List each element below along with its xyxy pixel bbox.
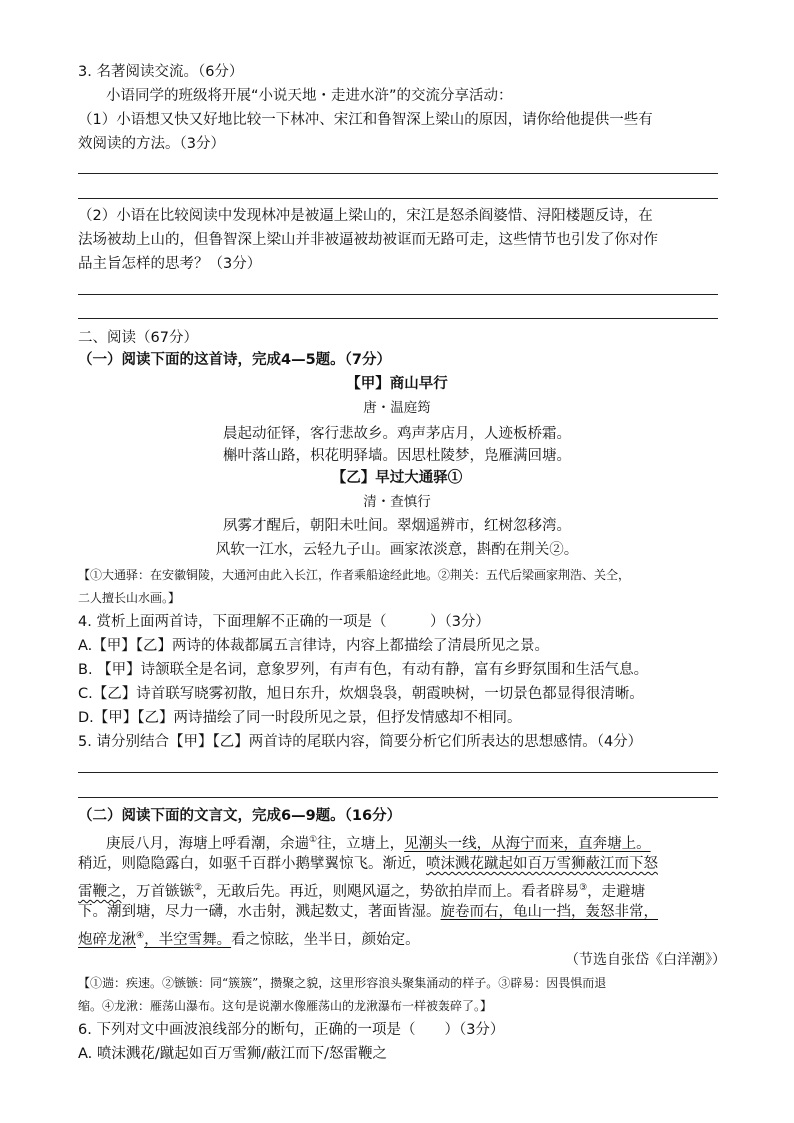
section-title: 二、阅读（67分）	[78, 330, 198, 346]
q4-option-b[interactable]: B. 【甲】诗颔联全是名词，意象罗列，有声有色，有动有静，富有乡野氛围和生活气息。	[78, 662, 649, 678]
passage-text: 庚辰八月，海塘上呼看潮，余遄	[106, 835, 309, 852]
passage-text: ，万首镞镞	[121, 883, 194, 900]
poem-note-line1: 【①大通驿：在安徽铜陵，大通河由此入长江，作者乘船途经此地。②荆关：五代后梁画家荆浩、关仝，	[78, 568, 631, 582]
q4-option-c[interactable]: C.【乙】诗首联写晓雾初散，旭日东升，炊烟袅袅，朝霞映树，一切景色都显得很清晰。	[78, 686, 644, 702]
q3-sub1-line1: （1）小语想又快又好地比较一下林冲、宋江和鲁智深上梁山的原因，请你给他提供一些有	[78, 112, 653, 128]
footnote-marker: ①	[309, 835, 318, 845]
q3-sub2-line1: （2）小语在比较阅读中发现林冲是被逼上梁山的，宋江是怒杀阎婆惜、浔阳楼题反诗，在	[78, 208, 653, 224]
poem-b-line2: 风软一江水，云轻九子山。画家浓淡意，斟酌在荆关②。	[215, 542, 579, 558]
passage-line-3	[78, 878, 645, 902]
poem-a-title: 【甲】商山早行	[346, 375, 448, 392]
q3-sub2-line3: 品主旨怎样的思考？（3分）	[78, 256, 262, 272]
part1-title: （一）阅读下面的这首诗，完成4—5题。（7分）	[78, 352, 392, 368]
poem-b-author: 清・查慎行	[363, 494, 431, 510]
wavy-underlined-text: 喷沫溅花蹴起如百万雪狮蔽江而下怒	[426, 856, 658, 872]
answer-line[interactable]	[78, 173, 718, 174]
passage-text: 稍近，则隐隐露白，如驱千百群小鹅擘翼惊飞。渐近，	[78, 856, 426, 872]
poem-a-line2: 槲叶落山路，枳花明驿墙。因思杜陵梦，凫雁满回塘。	[223, 448, 571, 464]
answer-line[interactable]	[78, 772, 718, 773]
passage-note-line1: 【①遄：疾速。②镞镞：同“簇簇”，攒聚之貌，这里形容浪头聚集涌动的样子。③辟易：因畏惧而退	[78, 976, 607, 990]
part2-title: （二）阅读下面的文言文，完成6—9题。（16分）	[78, 808, 402, 824]
wavy-underlined-text: 雷鞭之	[78, 883, 122, 900]
footnote-marker: ③	[579, 883, 588, 893]
q5-stem: 5. 请分别结合【甲】【乙】两首诗的尾联内容，简要分析它们所表达的思想感情。（4分）	[78, 734, 643, 750]
passage-text: 下。潮到塘，尽力一礴，水击射，溅起数丈，著面皆湿。	[78, 904, 441, 920]
passage-text: 看之惊眩，坐半日，颜始定。	[231, 931, 420, 948]
passage-text: ，走避塘	[587, 883, 646, 900]
underlined-sentence: 旋卷而右，龟山一挡，轰怒非常，	[440, 904, 658, 920]
underlined-sentence: 见潮头一线，从海宁而来，直奔塘上。	[404, 835, 651, 852]
poem-note-line2: 二人擅长山水画。】	[78, 591, 181, 605]
q4-option-d[interactable]: D.【甲】【乙】两诗描绘了同一时段所见之景，但抒发情感却不相同。	[78, 710, 522, 726]
passage-text: 往，立塘上，	[317, 835, 405, 852]
footnote-marker: ②	[194, 883, 203, 893]
answer-line[interactable]	[78, 797, 718, 798]
q6-option-a[interactable]: A. 喷沫溅花/蹴起如百万雪狮/蔽江而下/怒雷鞭之	[78, 1046, 388, 1062]
poem-a-line1: 晨起动征铎，客行悲故乡。鸡声茅店月，人迹板桥霜。	[223, 426, 571, 442]
underlined-sentence: ，半空雪舞。	[144, 931, 232, 948]
q4-option-a[interactable]: A.【甲】【乙】两诗的体裁都属五言律诗，内容上都描绘了清晨所见之景。	[78, 638, 550, 654]
answer-line[interactable]	[78, 318, 718, 319]
q3-sub2-line2: 法场被劫上山的，但鲁智深上梁山并非被逼被劫被诓而无路可走，这些情节也引发了你对作	[78, 232, 658, 248]
q3-intro: 小语同学的班级将开展“小说天地・走进水浒”的交流分享活动：	[106, 88, 513, 104]
passage-text: ，无敢后先。再近，则飓风逼之，势欲拍岸而上。看者辟易	[202, 883, 580, 900]
q3-title: 3. 名著阅读交流。（6分）	[78, 64, 244, 80]
poem-b-line1: 夙雾才醒后，朝阳未吐间。翠烟遥辨市，红树忽移湾。	[223, 518, 571, 534]
q3-sub1-line2: 效阅读的方法。（3分）	[78, 136, 225, 152]
q4-stem: 4. 赏析上面两首诗，下面理解不正确的一项是（ ）（3分）	[78, 614, 490, 630]
passage-note-line2: 缩。④龙湫：雁荡山瀑布。这句是说潮水像雁荡山的龙湫瀑布一样被轰碎了。】	[78, 999, 493, 1013]
poem-b-title: 【乙】早过大通驿①	[331, 469, 463, 486]
passage-line-1	[106, 830, 651, 854]
footnote-marker: ④	[136, 931, 145, 941]
underlined-sentence: 炮碎龙湫	[78, 931, 136, 948]
answer-line[interactable]	[78, 198, 718, 199]
passage-line-5	[78, 926, 420, 950]
answer-line[interactable]	[78, 294, 718, 295]
poem-a-author: 唐・温庭筠	[363, 400, 431, 416]
passage-source: （节选自张岱《白洋潮》）	[565, 952, 726, 968]
passage-line-2	[78, 854, 658, 874]
passage-line-4	[78, 902, 658, 922]
q6-stem: 6. 下列对文中画波浪线部分的断句，正确的一项是（ ）（3分）	[78, 1022, 505, 1038]
